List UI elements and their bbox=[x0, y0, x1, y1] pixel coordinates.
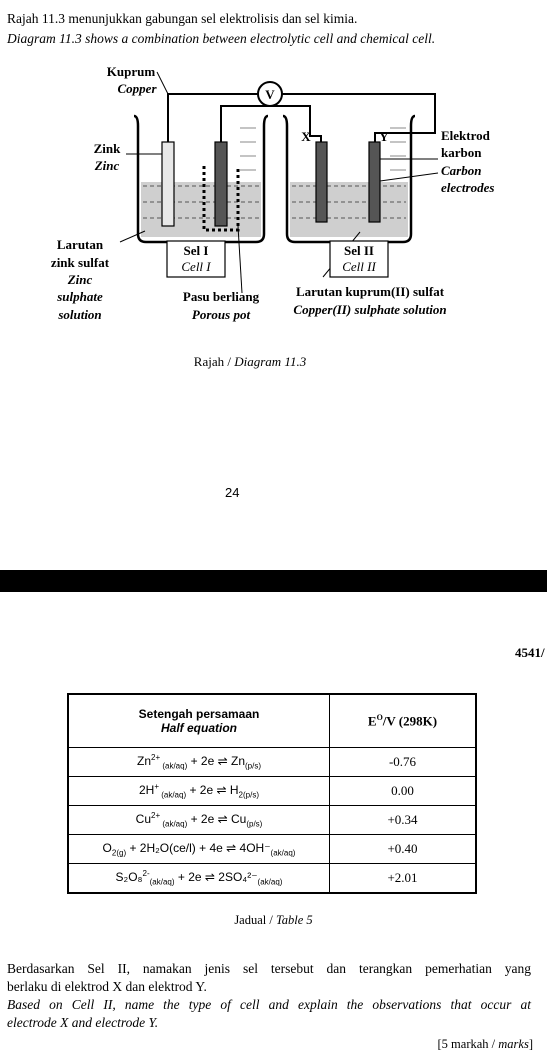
cell-2-label-ms: Sel II bbox=[344, 243, 374, 258]
intro-english: Diagram 11.3 shows a combination between electrolytic cell and chemical cell. bbox=[7, 31, 436, 46]
question-en-line-1: Based on Cell II, name the type of cell and explain the observations that occur at bbox=[7, 997, 531, 1012]
equation-cell: $Zn^{2+}$ $_{(ak/aq)}$ + 2e ⇌ $Zn_{(p/s)}$ bbox=[68, 748, 330, 777]
potential-cell: +2.01 bbox=[330, 864, 477, 894]
table-row bbox=[68, 748, 476, 777]
copper-label-en: Copper bbox=[117, 81, 157, 96]
copper-electrode bbox=[215, 142, 227, 226]
zinc-sulphate-label-en-1: Zinc bbox=[67, 272, 93, 287]
header-potential: $E^O/V$ (298K) bbox=[330, 694, 477, 748]
electrode-y bbox=[369, 142, 380, 222]
zinc-label-en: Zinc bbox=[94, 158, 120, 173]
diagram-caption: Rajah / Diagram 11.3 bbox=[193, 354, 307, 369]
table-row bbox=[68, 864, 476, 894]
equation-cell: 2H+ $_{(ak/aq)}$ + 2e ⇌ $H_{2(p/s)}$ bbox=[68, 777, 330, 806]
copper-sulphate-label-ms: Larutan kuprum(II) sulfat bbox=[295, 284, 445, 299]
table-row bbox=[68, 835, 476, 864]
potential-cell: +0.40 bbox=[330, 835, 477, 864]
zinc-sulphate-liquid bbox=[141, 182, 261, 237]
cell-1-label-en: Cell I bbox=[181, 259, 211, 274]
cell-1-label-ms: Sel I bbox=[183, 243, 209, 258]
header-en: Half equation bbox=[160, 721, 237, 735]
half-equation-table bbox=[67, 693, 477, 894]
equation-cell: S₂O₈$^{2-}_{(ak/aq)}$ + 2e ⇌ $2SO_4^{2-}_{(ak/aq)}$ bbox=[68, 864, 330, 894]
zinc-sulphate-label-en-2: sulphate bbox=[57, 289, 103, 304]
copper-sulphate-label-en: Copper(II) sulphate solution bbox=[293, 302, 447, 317]
porous-pot-label-en: Porous pot bbox=[191, 307, 251, 322]
zinc-electrode bbox=[162, 142, 174, 226]
potential-cell: -0.76 bbox=[330, 748, 477, 777]
table-row bbox=[68, 806, 476, 835]
header-half-equation bbox=[68, 694, 330, 748]
question-ms-line-1: Berdasarkan Sel II, namakan jenis sel tersebut dan terangkan pemerhatian yang bbox=[7, 961, 531, 976]
equation-cell: $O_{2(g)} + 2H_2O(ce/l) + 4e$ ⇌ $4OH^-_{(ak/aq)}$ bbox=[68, 835, 330, 864]
electrode-y-label: Y bbox=[379, 129, 389, 144]
electrode-x bbox=[316, 142, 327, 222]
table-row bbox=[68, 777, 476, 806]
carbon-electrode-label-en-1: Carbon bbox=[441, 163, 482, 178]
paper-code: 4541/ bbox=[515, 645, 545, 660]
intro-malay: Rajah 11.3 menunjukkan gabungan sel elektrolisis dan sel kimia. bbox=[7, 11, 358, 26]
electrode-x-label: X bbox=[301, 129, 311, 144]
carbon-electrode-label-en-2: electrodes bbox=[441, 180, 495, 195]
zinc-label-ms: Zink bbox=[93, 141, 121, 156]
header-ms: Setengah persamaan bbox=[138, 707, 260, 721]
carbon-electrode-label-ms-1: Elektrod bbox=[441, 128, 490, 143]
page-break-bar bbox=[0, 570, 547, 592]
table-caption: Jadual / Table 5 bbox=[234, 913, 313, 927]
page-number: 24 bbox=[225, 485, 240, 500]
potential-cell: +0.34 bbox=[330, 806, 477, 835]
carbon-electrode-label-ms-2: karbon bbox=[441, 145, 482, 160]
equation-cell: $Cu^{2+}$ $_{(ak/aq)}$ + 2e ⇌ $Cu_{(p/s)}$ bbox=[68, 806, 330, 835]
copper-sulphate-liquid bbox=[290, 182, 408, 237]
table-header-row bbox=[68, 694, 476, 748]
porous-pot-label-ms: Pasu berliang bbox=[182, 289, 260, 304]
zinc-sulphate-label-ms-1: Larutan bbox=[56, 237, 104, 252]
question-ms-line-2: berlaku di elektrod X dan elektrod Y. bbox=[7, 979, 207, 994]
cell-2-label-en: Cell II bbox=[342, 259, 376, 274]
electrochemical-cell-diagram bbox=[0, 56, 547, 376]
zinc-sulphate-label-ms-2: zink sulfat bbox=[50, 255, 110, 270]
marks-label: [5 markah / marks] bbox=[437, 1037, 533, 1051]
voltmeter-label: V bbox=[265, 87, 275, 102]
copper-label-ms: Kuprum bbox=[106, 64, 156, 79]
question-en-line-2: electrode X and electrode Y. bbox=[7, 1015, 159, 1030]
potential-cell: 0.00 bbox=[330, 777, 477, 806]
zinc-sulphate-label-en-3: solution bbox=[58, 307, 102, 322]
